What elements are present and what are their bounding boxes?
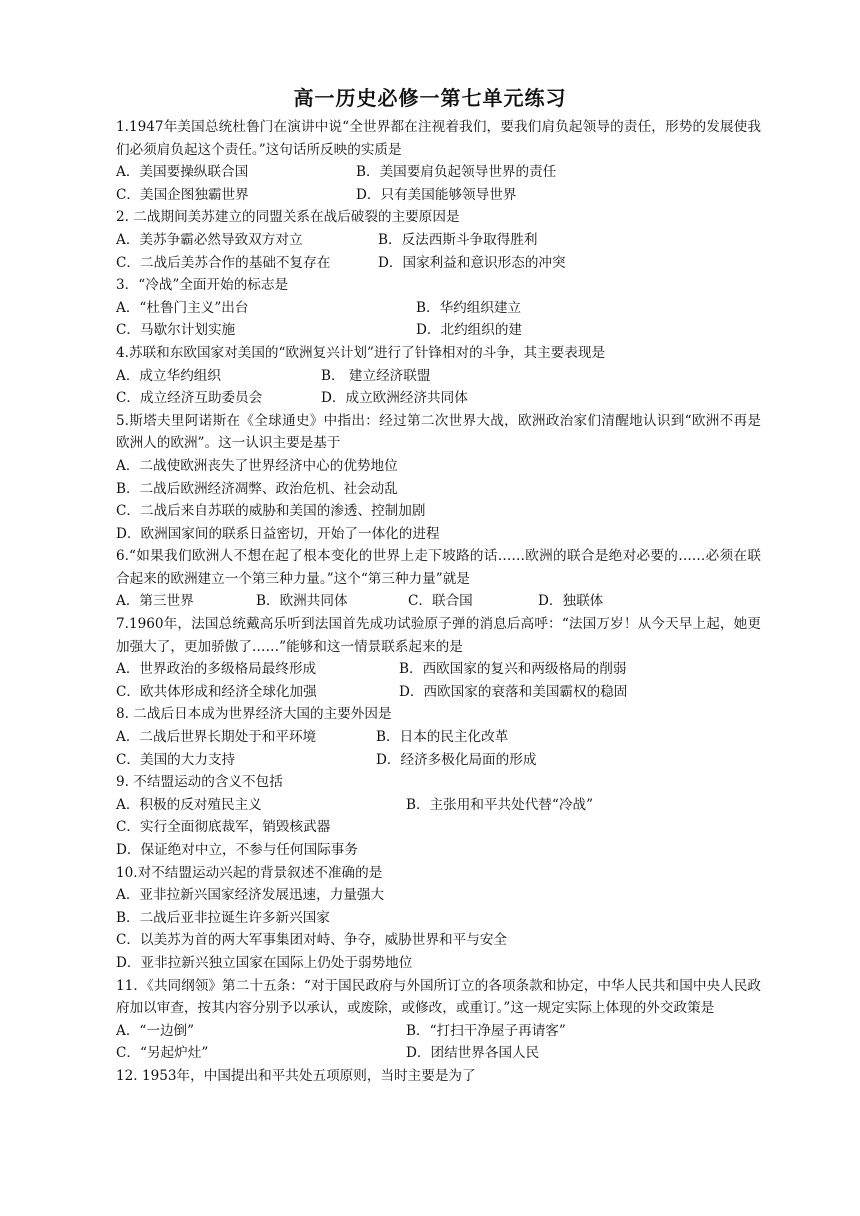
option-row [116,726,761,749]
option-d: D．西欧国家的衰落和美国霸权的稳固 [399,683,628,700]
question-9 [116,771,761,861]
option-a: A．第三世界 [116,593,194,610]
option-a: A．“杜鲁门主义”出台 [116,299,249,316]
question-8 [116,703,761,771]
option-row [116,319,761,342]
option-b: B．反法西斯斗争取得胜利 [378,231,538,248]
option-row [116,590,761,613]
option-c: C．“另起炉灶” [116,1045,209,1062]
option-a: A．美国要操纵联合国 [116,164,249,181]
question-text: 7.1960年，法国总统戴高乐听到法国首先成功试验原子弹的消息后高呼：“法国万岁！从今天早上起，她更加强大了，更加骄傲了……”能够和这一情景联系起来的是 [116,616,761,655]
option-row [116,387,761,410]
option-row [116,1020,761,1043]
question-list [116,116,761,1088]
question-6 [116,545,761,613]
option-b: B．华约组织建立 [416,299,522,316]
option-c: C．成立经济互助委员会 [116,390,263,407]
question-1 [116,116,761,206]
option-c: C．联合国 [408,593,473,610]
option-b: B． 建立经济联盟 [321,367,431,384]
question-text: 2. 二战期间美苏建立的同盟关系在战后破裂的主要原因是 [116,209,460,226]
option-b: B．美国要肩负起领导世界的责任 [356,164,557,181]
question-5 [116,410,761,546]
question-text: 10.对不结盟运动兴起的背景叙述不准确的是 [116,864,383,881]
option-c: C．实行全面彻底裁军，销毁核武器 [116,819,331,836]
option-c: C．美国的大力支持 [116,751,236,768]
option-row [116,681,761,704]
page-title: 高一历史必修一第七单元练习 [293,86,567,110]
option-c: C．二战后来自苏联的威胁和美国的渗透、控制加剧 [116,503,426,520]
option-row [116,794,761,817]
question-text: 12. 1953年，中国提出和平共处五项原则，当时主要是为了 [116,1067,476,1084]
option-c: C．二战后美苏合作的基础不复存在 [116,254,331,271]
option-a: A．二战后世界长期处于和平环境 [116,729,317,746]
option-c: C．美国企图独霸世界 [116,186,249,203]
option-d: D．只有美国能够领导世界 [356,186,517,203]
option-c: C．马歇尔计划实施 [116,322,236,339]
option-a: A．成立华约组织 [116,367,221,384]
option-a: A．亚非拉新兴国家经济发展迅速，力量强大 [116,887,385,904]
option-d: D．保证绝对中立，不参与任何国际事务 [116,842,358,858]
option-a: A．美苏争霸必然导致双方对立 [116,231,303,248]
option-a: A．二战使欧洲丧失了世界经济中心的优势地位 [116,457,398,474]
option-d: D．北约组织的建 [416,322,523,339]
option-b: B．西欧国家的复兴和两级格局的削弱 [399,661,627,678]
question-4 [116,342,761,410]
question-text: 11．《共同纲领》第二十五条：“对于国民政府与外国所订立的各项条款和协定，中华人民共和国中央人民政府加以审查，按其内容分别予以承认，或废除，或修改，或重订。”这一规定实际上体现的外交政策是 [116,977,761,1017]
option-b: B．日本的民主化改革 [376,729,509,746]
question-3 [116,274,761,342]
option-d: D．亚非拉新兴独立国家在国际上仍处于弱势地位 [116,954,413,971]
option-row [116,184,761,207]
question-12 [116,1065,761,1088]
option-b: B．“打扫干净屋子再请客” [406,1022,566,1039]
question-10 [116,862,761,975]
option-b: B．欧洲共同体 [256,593,348,610]
option-d: D．经济多极化局面的形成 [376,751,537,768]
option-row [116,252,761,275]
option-a: A．世界政治的多级格局最终形成 [116,661,317,678]
option-c: C．以美苏为首的两大军事集团对峙、争夺，威胁世界和平与安全 [116,932,508,949]
option-b: B．二战后亚非拉诞生许多新兴国家 [116,909,330,926]
option-row [116,161,761,184]
option-a: A．“一边倒” [116,1022,195,1039]
question-text: 3．“冷战”全面开始的标志是 [116,277,289,294]
option-row [116,365,761,388]
option-b: B．二战后欧洲经济凋弊、政治危机、社会动乱 [116,480,398,497]
question-11 [116,975,761,1065]
option-d: D．欧洲国家间的联系日益密切，开始了一体化的进程 [116,525,440,542]
option-d: D．团结世界各国人民 [406,1045,540,1062]
option-row [116,1042,761,1065]
question-text: 9. 不结盟运动的含义不包括 [116,774,283,791]
question-text: 6.“如果我们欧洲人不想在起了根本变化的世界上走下坡路的话……欧洲的联合是绝对必要的……必须在联合起来的欧洲建立一个第三种力量。”这个“第三种力量”就是 [116,548,761,587]
option-row [116,229,761,252]
question-7 [116,613,761,703]
option-row [116,297,761,320]
question-text: 5.斯塔夫里阿诺斯在《全球通史》中指出：经过第二次世界大战，欧洲政治家们清醒地认识到“欧洲不再是欧洲人的欧洲”。这一认识主要是基于 [116,412,761,452]
option-d: D．独联体 [538,593,604,610]
option-b: B．主张用和平共处代替“冷战” [406,796,594,813]
option-d: D．国家利益和意识形态的冲突 [378,254,566,271]
option-row [116,749,761,772]
question-text: 8. 二战后日本成为世界经济大国的主要外因是 [116,706,392,723]
option-a: A．积极的反对殖民主义 [116,796,262,813]
question-text: 4.苏联和东欧国家对美国的“欧洲复兴计划”进行了针锋相对的斗争，其主要表现是 [116,344,606,361]
question-text: 1.1947年美国总统杜鲁门在演讲中说“全世界都在注视着我们，要我们肩负起领导的责任，形势的发展使我们必须肩负起这个责任。”这句话所反映的实质是 [116,119,761,158]
option-c: C．欧共体形成和经济全球化加强 [116,683,317,700]
option-row [116,658,761,681]
option-d: D．成立欧洲经济共同体 [321,390,468,407]
question-2 [116,206,761,274]
